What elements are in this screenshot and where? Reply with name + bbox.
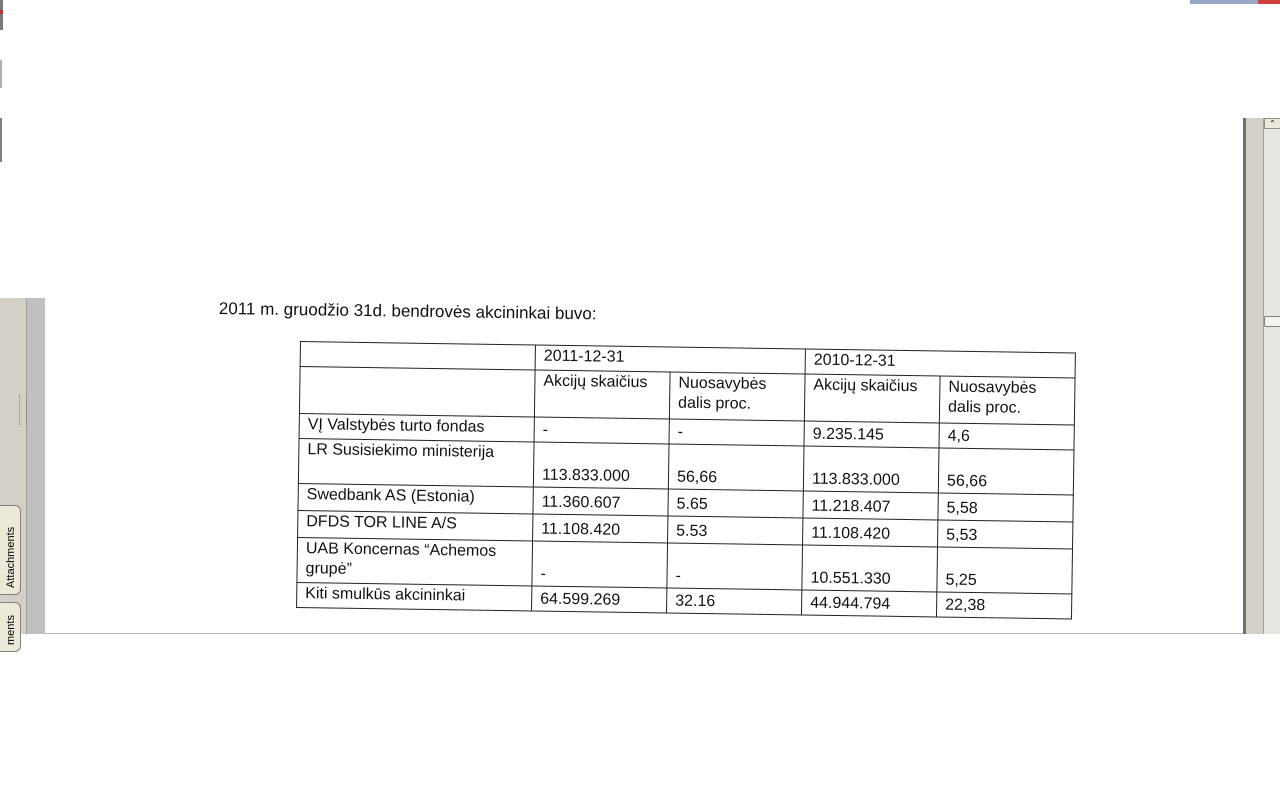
tab-comments[interactable] <box>0 602 21 652</box>
column-header-pct-2010: Nuosavybės dalis proc. <box>939 376 1075 425</box>
shares-2010: 11.218.407 <box>803 491 938 520</box>
table-row <box>299 413 1074 449</box>
table-row <box>297 582 1072 618</box>
table-year-header-row <box>300 342 1075 378</box>
pct-2011: 5.53 <box>668 516 803 545</box>
document-heading: 2011 m. gruodžio 31d. bendrovės akcininkai buvo: <box>218 299 597 324</box>
pct-2011: 56,66 <box>668 444 804 491</box>
year-header-2010: 2010-12-31 <box>805 349 1075 378</box>
side-pane-inner <box>26 298 45 634</box>
pct-2010: 5,58 <box>938 493 1073 522</box>
shares-2010: 9.235.145 <box>804 421 939 448</box>
scroll-up-arrow-icon[interactable]: ⌃ <box>1264 118 1280 129</box>
column-header-shares-2011: Akcijų skaičius <box>534 370 670 419</box>
window-corner-mark <box>0 0 3 30</box>
shareholder-name: Kiti smulkūs akcininkai <box>297 582 532 610</box>
scrollbar-thumb[interactable] <box>1264 316 1280 327</box>
shares-2010: 113.833.000 <box>803 446 939 493</box>
table-row <box>298 510 1073 548</box>
shares-2011: 113.833.000 <box>533 442 669 489</box>
blank-overlay-panel <box>0 0 1280 298</box>
vertical-scrollbar[interactable] <box>1243 118 1280 634</box>
pct-2010: 5,53 <box>938 520 1073 549</box>
column-header-pct-2011: Nuosavybės dalis proc. <box>669 372 805 421</box>
shares-2010: 11.108.420 <box>803 518 938 547</box>
shareholder-name: UAB Koncernas “Achemos grupė” <box>297 537 533 585</box>
shares-2011: - <box>532 541 668 588</box>
pct-2010: 56,66 <box>938 448 1074 495</box>
shareholder-name: Swedbank AS (Estonia) <box>298 483 533 513</box>
shareholders-table <box>296 341 1076 619</box>
left-edge-tick <box>0 118 2 162</box>
shares-2011: 11.108.420 <box>533 514 668 543</box>
table-row <box>298 438 1074 494</box>
year-header-2011: 2011-12-31 <box>535 345 805 374</box>
column-header-shares-2010: Akcijų skaičius <box>804 374 940 423</box>
document-view-bottom-edge <box>44 633 1243 634</box>
table-row <box>297 537 1073 593</box>
shares-2011: 64.599.269 <box>532 586 667 613</box>
shareholder-name: VĮ Valstybės turto fondas <box>299 413 534 441</box>
table-corner-cell <box>300 342 535 370</box>
shareholders-table-wrapper <box>296 341 1076 619</box>
pct-2010: 5,25 <box>937 547 1073 594</box>
pct-2011: - <box>667 543 803 590</box>
shares-2011: 11.360.607 <box>533 487 668 516</box>
side-pane-splitter-grip[interactable] <box>19 395 27 425</box>
table-row <box>298 483 1073 521</box>
shares-2011: - <box>534 417 669 444</box>
tab-attachments-label: Attachments <box>5 526 17 588</box>
scrollbar-edge <box>1243 118 1246 634</box>
scrollbar-track[interactable] <box>1263 118 1280 634</box>
pct-2011: 32.16 <box>667 588 802 615</box>
window-controls-strip[interactable] <box>1190 0 1280 4</box>
shareholder-name: LR Susisiekimo ministerija <box>298 438 534 486</box>
left-edge-tick <box>0 60 2 88</box>
tab-attachments[interactable] <box>0 505 21 595</box>
shareholder-name: DFDS TOR LINE A/S <box>298 510 533 540</box>
pct-2011: - <box>669 419 804 446</box>
pct-2011: 5.65 <box>668 489 803 518</box>
shares-2010: 10.551.330 <box>802 545 938 592</box>
pct-2010: 4,6 <box>939 423 1074 450</box>
table-corner-cell <box>299 367 535 417</box>
table-column-header-row <box>299 367 1075 425</box>
pct-2010: 22,38 <box>936 592 1071 619</box>
tab-comments-label: ments <box>5 615 17 645</box>
shares-2010: 44.944.794 <box>801 590 936 617</box>
